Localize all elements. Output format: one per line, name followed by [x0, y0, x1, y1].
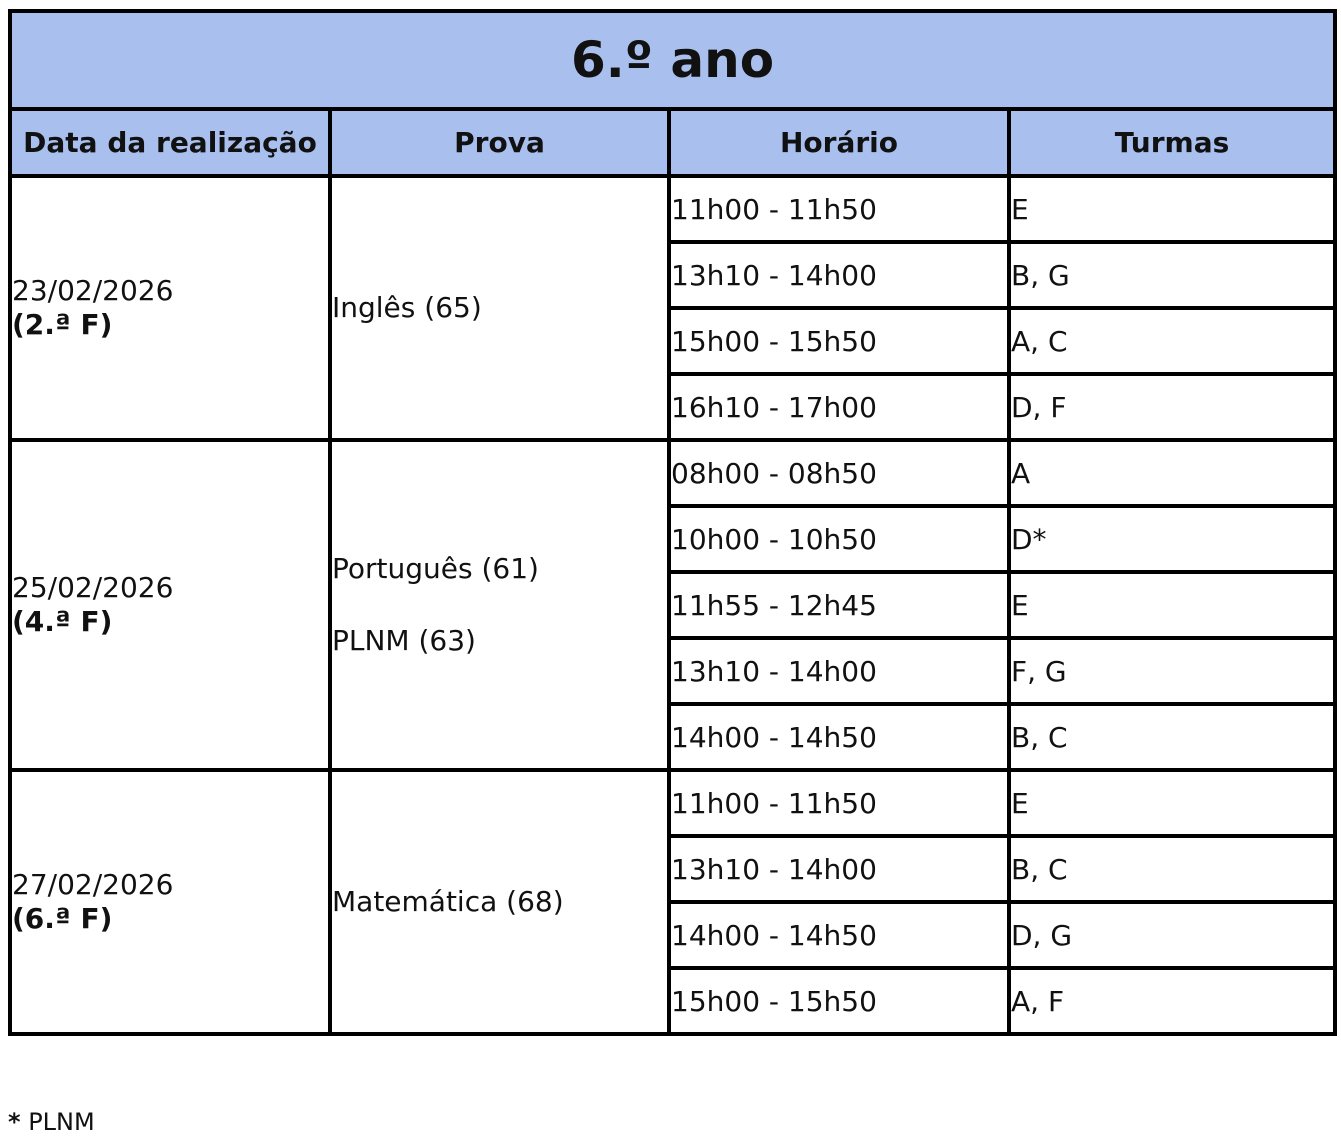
header-classes: Turmas — [1009, 109, 1335, 176]
date-cell — [10, 440, 330, 770]
classes-cell: E — [1009, 176, 1335, 242]
time-cell: 15h00 - 15h50 — [669, 308, 1009, 374]
classes-cell: A, C — [1009, 308, 1335, 374]
exam-schedule-table — [8, 9, 1337, 1036]
classes-cell: B, G — [1009, 242, 1335, 308]
time-cell: 13h10 - 14h00 — [669, 242, 1009, 308]
exam-cell — [330, 770, 669, 1034]
exam-weekday: (2.ª F) — [12, 308, 113, 341]
time-cell: 11h00 - 11h50 — [669, 770, 1009, 836]
classes-cell: D, G — [1009, 902, 1335, 968]
time-cell: 11h55 - 12h45 — [669, 572, 1009, 638]
classes-cell: D* — [1009, 506, 1335, 572]
classes-cell: E — [1009, 770, 1335, 836]
time-cell: 14h00 - 14h50 — [669, 704, 1009, 770]
time-cell: 15h00 - 15h50 — [669, 968, 1009, 1034]
exam-date: 25/02/2026 — [12, 571, 174, 604]
exam-cell — [330, 440, 669, 770]
exam-name: Português (61) — [332, 552, 539, 585]
footnote-text: PLNM — [28, 1108, 95, 1136]
exam-weekday: (4.ª F) — [12, 605, 113, 638]
classes-cell: F, G — [1009, 638, 1335, 704]
exam-weekday: (6.ª F) — [12, 902, 113, 935]
table-row — [10, 176, 1335, 242]
title-row — [10, 11, 1335, 109]
time-cell: 11h00 - 11h50 — [669, 176, 1009, 242]
exam-date: 27/02/2026 — [12, 868, 174, 901]
footnote — [8, 1108, 95, 1136]
header-time: Horário — [669, 109, 1009, 176]
exam-name: Inglês (65) — [332, 291, 482, 324]
header-date: Data da realização — [10, 109, 330, 176]
time-cell: 13h10 - 14h00 — [669, 638, 1009, 704]
date-cell — [10, 770, 330, 1034]
time-cell: 16h10 - 17h00 — [669, 374, 1009, 440]
time-cell: 10h00 - 10h50 — [669, 506, 1009, 572]
classes-cell: D, F — [1009, 374, 1335, 440]
header-exam: Prova — [330, 109, 669, 176]
time-cell: 13h10 - 14h00 — [669, 836, 1009, 902]
time-cell: 14h00 - 14h50 — [669, 902, 1009, 968]
classes-cell: B, C — [1009, 704, 1335, 770]
exam-name: Matemática (68) — [332, 885, 564, 918]
table-title: 6.º ano — [10, 11, 1335, 109]
table-row — [10, 440, 1335, 506]
exam-cell — [330, 176, 669, 440]
header-row — [10, 109, 1335, 176]
exam-date: 23/02/2026 — [12, 274, 174, 307]
time-cell: 08h00 - 08h50 — [669, 440, 1009, 506]
classes-cell: B, C — [1009, 836, 1335, 902]
classes-cell: A, F — [1009, 968, 1335, 1034]
table-row — [10, 770, 1335, 836]
classes-cell: A — [1009, 440, 1335, 506]
classes-cell: E — [1009, 572, 1335, 638]
date-cell — [10, 176, 330, 440]
exam-name: PLNM (63) — [332, 624, 476, 657]
footnote-marker: * — [8, 1108, 21, 1136]
